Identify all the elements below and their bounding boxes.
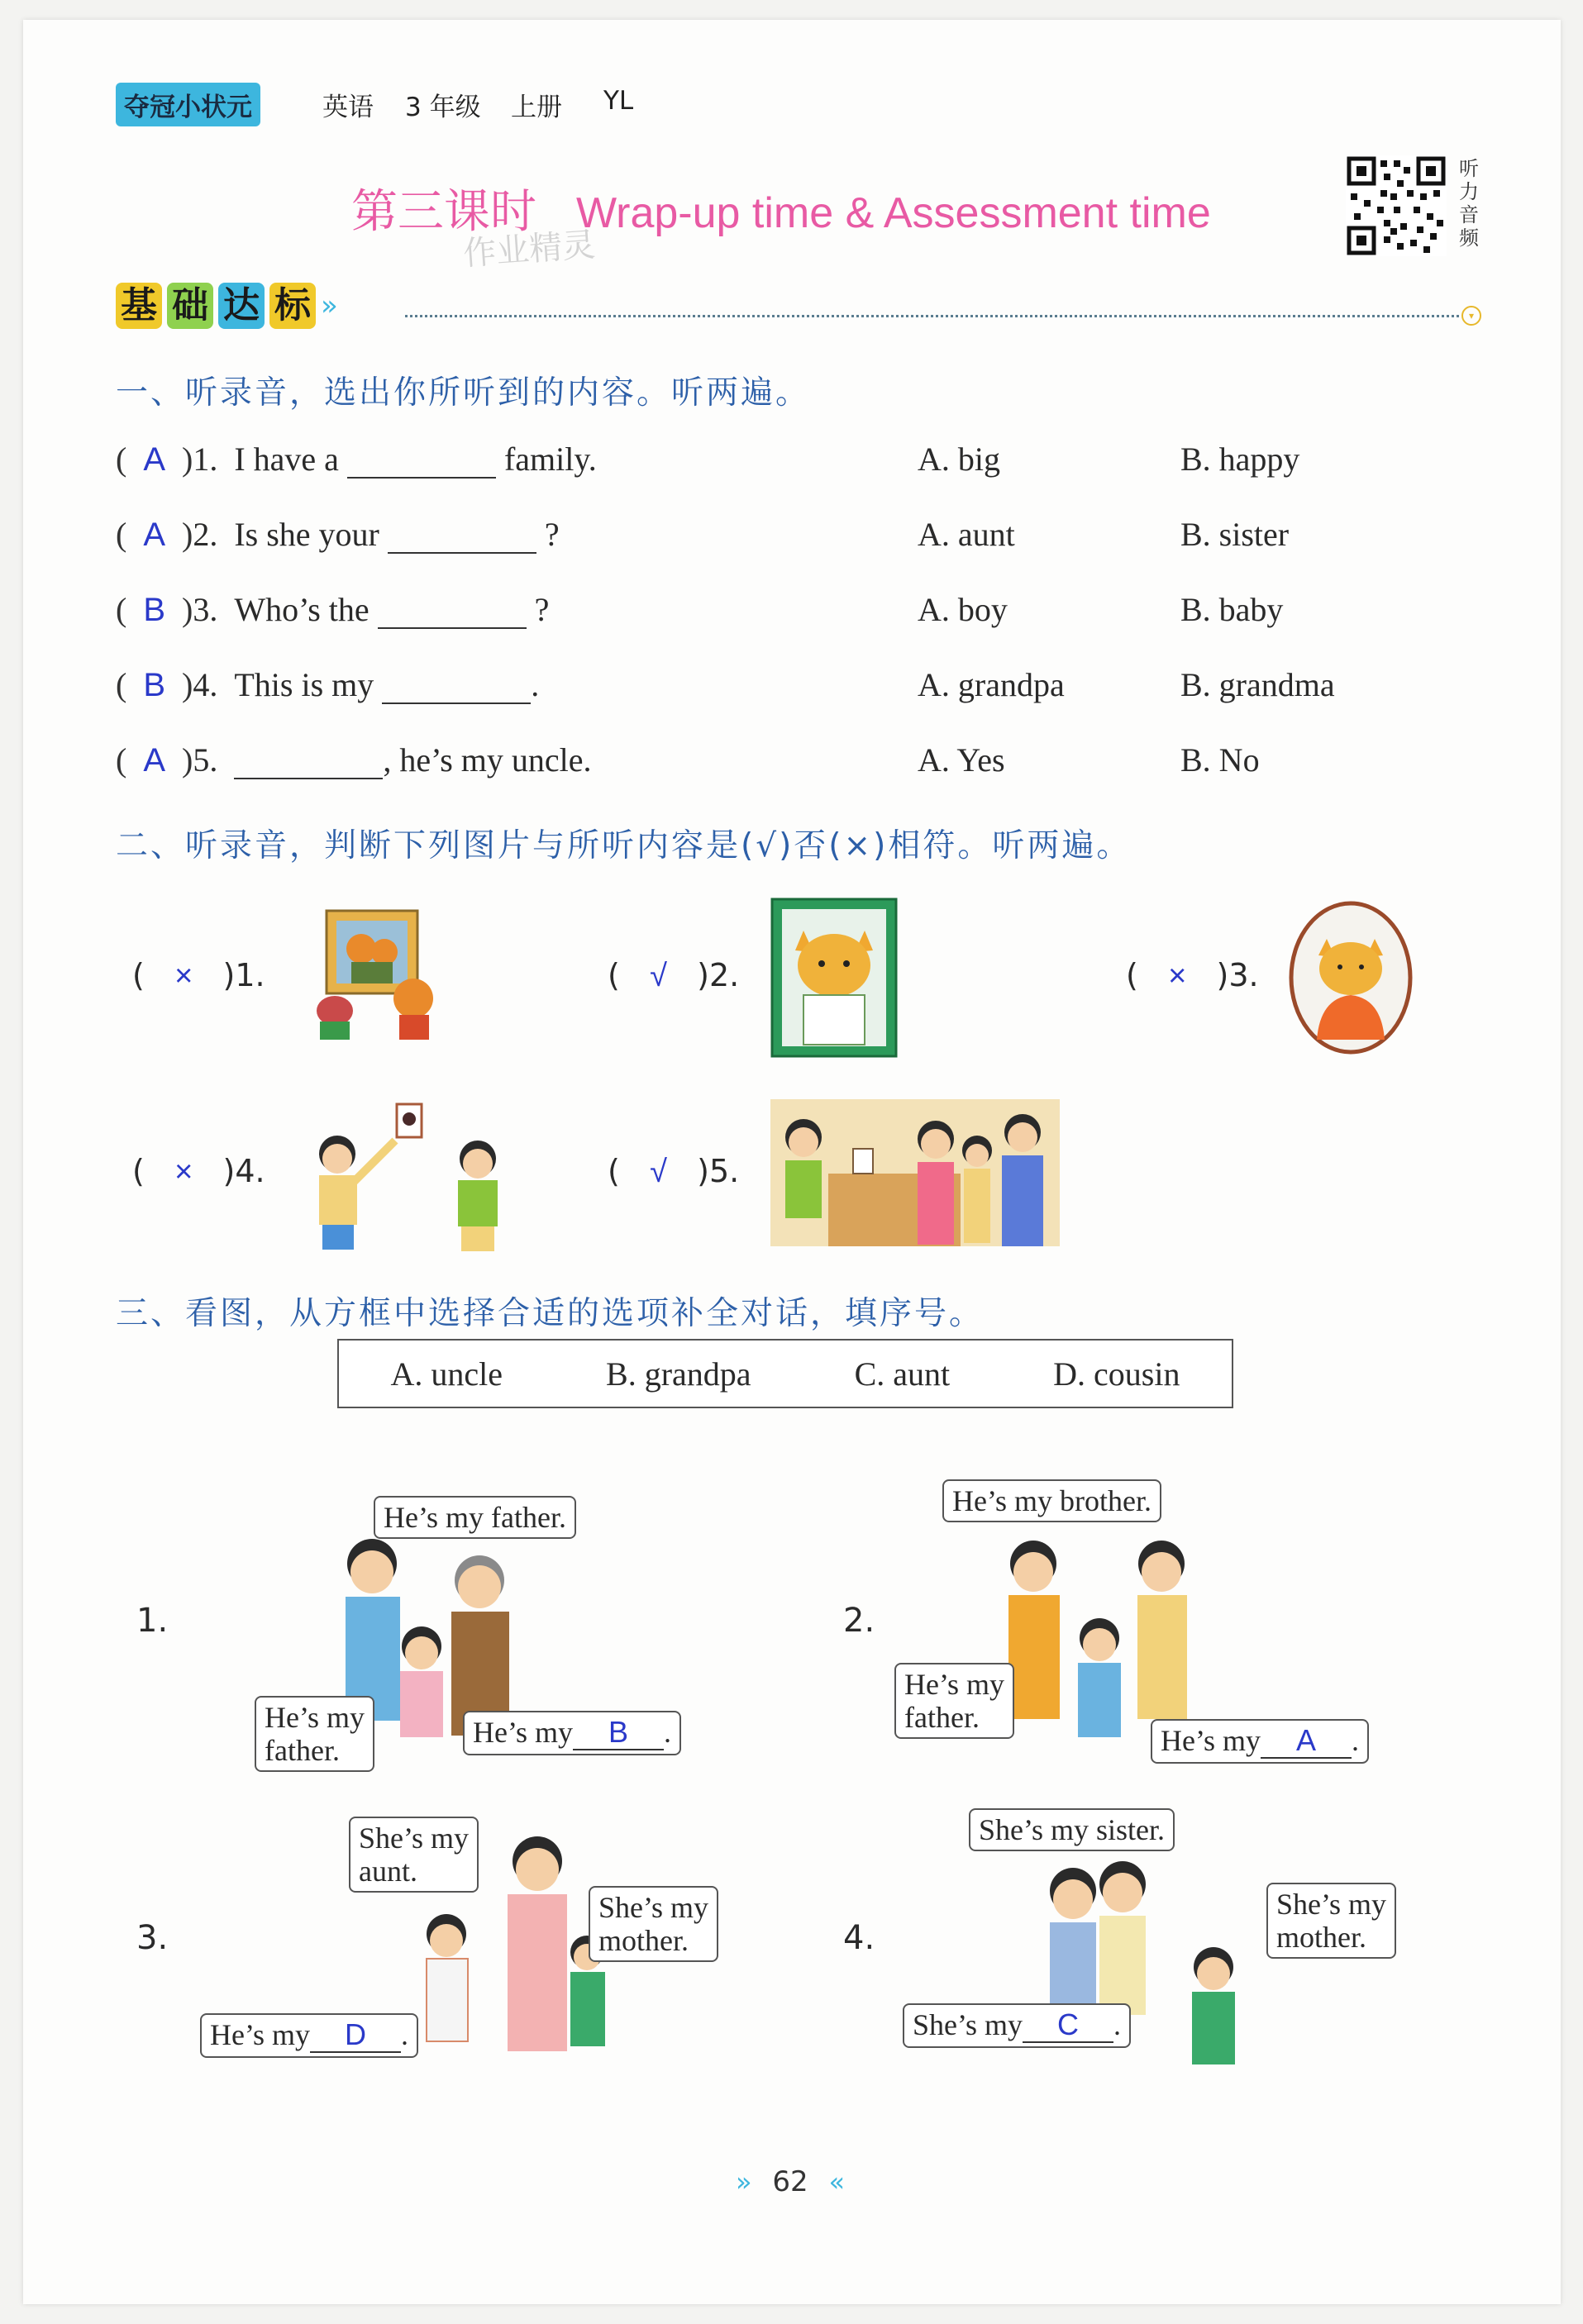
brand-badge: 夺冠小状元 [116,83,260,126]
chevron-down-icon: ▾ [1461,306,1481,326]
speech-bubble: He’s my father. [255,1696,374,1772]
word-bank [337,1339,1233,1408]
family-room-image [770,1099,1060,1250]
speech-bubble: She’s my aunt. [349,1817,479,1893]
question-row: ( A )5. , he’s my uncle. [116,741,592,779]
fill-blank[interactable] [378,602,527,629]
section3-title: 三、看图，从方框中选择合适的选项补全对话，填序号。 [116,1295,985,1332]
answer-bubble: He’s my B . [463,1711,681,1755]
chevron-right-icon: » [321,289,338,322]
word-option[interactable]: A. uncle [390,1355,503,1393]
answer-blank[interactable]: B [573,1716,664,1750]
banner-char: 标 [269,283,316,329]
cat-oval-portrait-image [1287,899,1414,1060]
option-a[interactable]: A. big [918,441,1000,478]
volume-label: 上册 [511,93,562,122]
chevron-left-icon: « [828,2166,846,2198]
lesson-title-cn: 第三课时 [351,185,536,239]
dialog-number: 3. [136,1919,169,1957]
subject-label: 英语 [322,93,374,122]
page-number: 62 [772,2165,808,2198]
family-portrait-image [302,907,451,1045]
judge-mark: × [174,1155,193,1189]
word-option[interactable]: D. cousin [1053,1355,1180,1393]
question-row: ( A )2. Is she your ? [116,516,560,553]
cat-portrait-image [770,898,898,1061]
judge-item: ( × )4. [132,1153,265,1189]
speech-bubble: She’s my sister. [969,1808,1175,1851]
option-b[interactable]: B. happy [1180,441,1300,478]
banner-char: 基 [116,283,162,329]
audio-side-label: 听 力 音 频 [1459,157,1479,250]
chevron-right-icon: » [736,2166,752,2198]
question-row: ( B )4. This is my . [116,666,540,703]
option-b[interactable]: B. No [1180,741,1260,779]
option-b[interactable]: B. sister [1180,516,1290,553]
section1-title: 一、听录音，选出你所听到的内容。听两遍。 [116,374,811,412]
dialog-number: 2. [843,1602,875,1640]
banner-char: 础 [167,283,213,329]
fill-blank[interactable] [234,753,383,779]
answer-letter: B [143,667,166,703]
section2-title: 二、听录音，判断下列图片与所听内容是(√)否(×)相符。听两遍。 [116,827,1132,864]
lesson-title-en: Wrap-up time & Assessment time [576,189,1211,237]
answer-letter: B [143,592,166,628]
dialog-number: 1. [136,1602,169,1640]
judge-mark: √ [650,959,667,993]
option-a[interactable]: A. aunt [918,516,1015,553]
answer-letter: A [143,742,166,779]
answer-blank[interactable]: C [1023,2008,1113,2043]
fill-blank[interactable] [382,678,531,704]
answer-bubble: He’s my A . [1151,1719,1369,1764]
option-a[interactable]: A. boy [918,591,1008,628]
divider [405,315,1459,317]
edition-label: YL [603,86,634,116]
qr-code-icon[interactable] [1346,155,1447,256]
section-banner [116,283,338,339]
answer-bubble: She’s my C . [903,2003,1131,2048]
question-row: ( B )3. Who’s the ? [116,591,550,628]
answer-bubble: He’s my D . [200,2013,418,2058]
judge-mark: × [174,959,193,993]
page-footer [736,2165,845,2198]
word-option[interactable]: B. grandpa [606,1355,751,1393]
watermark: 作业精灵 [461,226,597,274]
judge-mark: √ [650,1155,667,1189]
option-b[interactable]: B. baby [1180,591,1284,628]
dialog-number: 4. [843,1919,875,1957]
judge-mark: × [1168,959,1187,993]
answer-blank[interactable]: A [1261,1724,1352,1759]
answer-letter: A [143,441,166,478]
judge-item: ( √ )2. [608,957,740,993]
speech-bubble: He’s my father. [374,1496,576,1539]
option-b[interactable]: B. grandma [1180,666,1335,703]
grade-label: 3 年级 [405,93,481,122]
answer-letter: A [143,517,166,553]
speech-bubble: She’s my mother. [589,1886,718,1962]
speech-bubble: She’s my mother. [1266,1883,1396,1959]
judge-item: ( × )3. [1126,957,1259,993]
judge-item: ( √ )5. [608,1153,740,1189]
answer-blank[interactable]: D [310,2018,401,2053]
speech-bubble: He’s my father. [894,1663,1014,1739]
fill-blank[interactable] [388,527,536,554]
option-a[interactable]: A. Yes [918,741,1005,779]
speech-bubble: He’s my brother. [942,1479,1161,1522]
question-row: ( A )1. I have a family. [116,441,597,478]
judge-item: ( × )1. [132,957,265,993]
option-a[interactable]: A. grandpa [918,666,1065,703]
banner-char: 达 [218,283,265,329]
word-option[interactable]: C. aunt [854,1355,951,1393]
fill-blank[interactable] [347,452,496,479]
children-pointing-image [304,1099,536,1260]
